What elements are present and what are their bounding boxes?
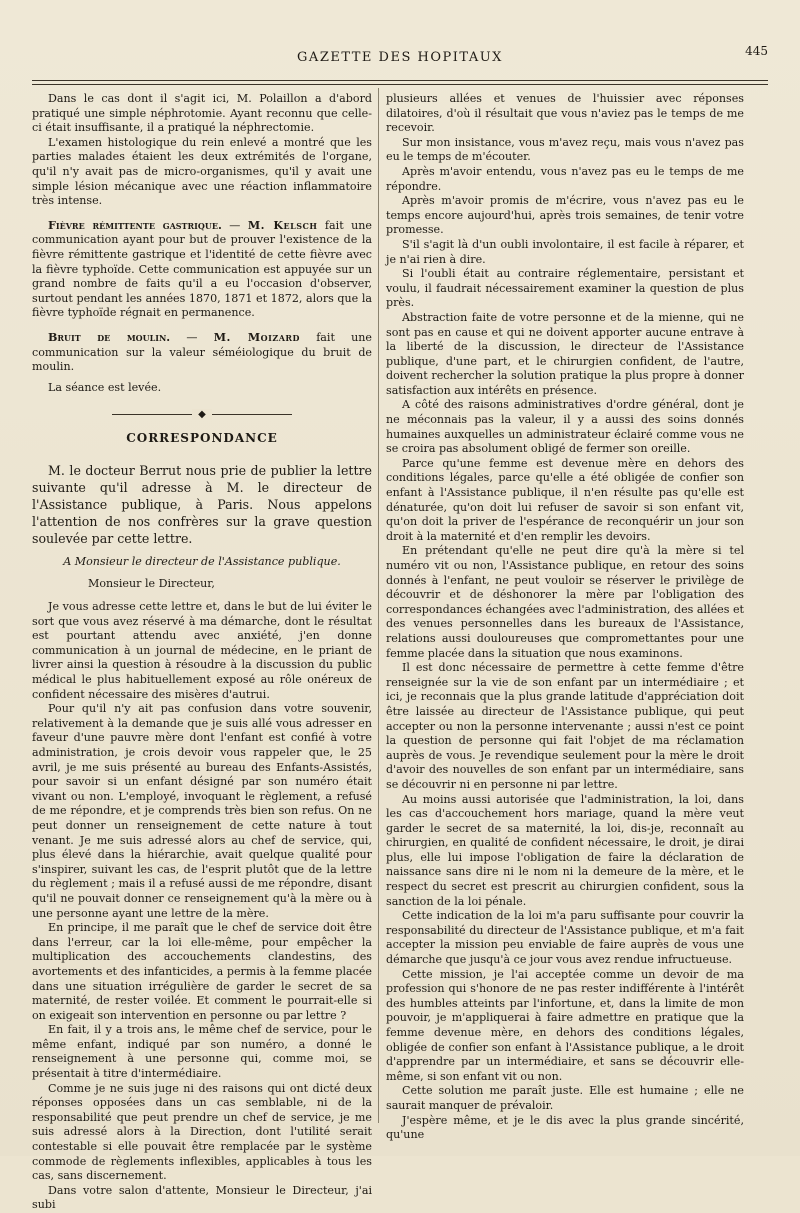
paragraph: Je vous adresse cette lettre et, dans le but de lui éviter le sort que vous avez réservé à ma démarche, dont le résultat est pourtant attendu avec anxiété, j'en donne communication à un journal de médecine, en le priant de livrer ainsi la question à résoudre à la discussion du public médical le plus habituellement exposé au rôle onéreux de confident nécessaire des misères d'autrui. bbox=[32, 600, 372, 701]
section-ornament bbox=[32, 407, 372, 421]
lead-paragraph: M. le docteur Berrut nous prie de publier la lettre suivante qu'il adresse à M. le directeur de l'Assistance publique, à Paris. Nous appelons l'attention de nos confrères sur la grave question soulevée par cette lettre. bbox=[32, 462, 372, 546]
paragraph: En principe, il me paraît que le chef de service doit être dans l'erreur, car la loi elle-même, pour empêcher la multiplication des accouchements clandestins, des avortements et des infanticides, a permis à la femme placée dans une situation irrégulière de garder le secret de sa maternité, de rester voilée. Et comment le pourrait-elle si on exigeait son intervention en personne ou par lettre ? bbox=[32, 921, 372, 1022]
paragraph: plusieurs allées et venues de l'huissier avec réponses dilatoires, d'où il résultait que vous n'aviez pas le temps de me recevoir. bbox=[386, 92, 744, 135]
paragraph: Après m'avoir entendu, vous n'avez pas eu le temps de me répondre. bbox=[386, 164, 744, 193]
paragraph: Comme je ne suis juge ni des raisons qui ont dicté deux réponses opposées dans un cas semblable, ni de la responsabilité que peut prendre un chef de service, je me suis adressé alors à la Direction, dont l'utilité serait contestable si elle pouvait être remplacée par le système commode de règlements inflexibles, applicables à tous les cas, sans discernement. bbox=[32, 1081, 372, 1183]
letter-dedication: A Monsieur le directeur de l'Assistance publique. bbox=[63, 554, 341, 568]
report-bruit-de-moulin: Bruit de moulin. — M. Moizard fait une communication sur la valeur séméiologique du bruit de moulin. bbox=[32, 330, 372, 374]
paragraph: Dans votre salon d'attente, Monsieur le Directeur, j'ai subi bbox=[32, 1183, 372, 1212]
page-number: 445 bbox=[745, 44, 768, 58]
page-header bbox=[30, 40, 770, 74]
paragraph: L'examen histologique du rein enlevé a montré que les parties malades étaient les deux extrémités de l'organe, qu'il n'y avait pas de micro-organismes, qu'il y avait une simple lésion mécanique avec une réaction inflammatoire très intense. bbox=[32, 135, 372, 208]
paragraph: Au moins aussi autorisée que l'administration, la loi, dans les cas d'accouchement hors mariage, quand la mère veut garder le secret de sa maternité, la loi, dis-je, reconnaît au chirurgien, en qualité de confident nécessaire, le droit, je dirai plus, elle lui impose l'obligation de faire la déclaration de naissance sans dire ni le nom ni la demeure de la mère, et le respect du secret est prescrit au chirurgien confident, sous la sanction de la loi pénale. bbox=[386, 792, 744, 908]
column-divider bbox=[378, 88, 379, 1123]
paragraph: Cette indication de la loi m'a paru suffisante pour couvrir la responsabilité du directeur de l'Assistance publique, et m'a fait accepter la mission peu enviable de faire auprès de vous une démarche que jusqu'à ce jour vous avez rendue infructueuse. bbox=[386, 909, 744, 967]
section-title: CORRESPONDANCE bbox=[126, 431, 278, 446]
paragraph: Si l'oubli était au contraire réglementaire, persistant et voulu, il faudrait nécessairement examiner la question de plus près. bbox=[386, 267, 744, 310]
author-name: M. Moizard bbox=[213, 330, 300, 344]
section-runin-heading: Bruit de moulin. bbox=[48, 330, 171, 344]
right-column bbox=[386, 92, 744, 1143]
author-name: M. Kelsch bbox=[247, 218, 318, 232]
paragraph: Il est donc nécessaire de permettre à cette femme d'être renseignée sur la vie de son enfant par un intermédiaire ; et ici, je reconnais que la plus grande latitude d'appréciation doit être laissée au directeur de l'Assistance publique, qui peut accepter ou non la personne intervenante ; aussi n'est ce point la question de personne qui fait l'objet de ma réclamation auprès de vous. Je revendique seulement pour la mère le droit d'avoir des nouvelles de son enfant par un intermédiaire, sans se découvrir ni en personne ni par lettre. bbox=[386, 661, 744, 791]
paragraph: Cette mission, je l'ai acceptée comme un devoir de ma profession qui s'honore de ne pas rester indifférente à l'intérêt des humbles atteints par l'infortune, et, dans la limite de mon pouvoir, je m'appliquerai à faire admettre en pratique que la femme devenue mère, en dehors des conditions légales, obligée de confier son enfant à l'Assistance publique, a le droit d'apprendre par un intermédiaire, et sans se découvrir elle-même, si son enfant vit ou non. bbox=[386, 967, 744, 1083]
paragraph: Cette solution me paraît juste. Elle est humaine ; elle ne saurait manquer de prévaloir. bbox=[386, 1084, 744, 1112]
header-rule-secondary bbox=[32, 84, 768, 85]
header-rule bbox=[32, 80, 768, 81]
paragraph: Après m'avoir promis de m'écrire, vous n'avez pas eu le temps encore aujourd'hui, après trois semaines, de tenir votre promesse. bbox=[386, 194, 744, 237]
diamond-ornament-icon: ◆ bbox=[192, 409, 212, 420]
paragraph: En prétendant qu'elle ne peut dire qu'à la mère si tel numéro vit ou non, l'Assistance publique, en retour des soins donnés à l'enfant, ne peut vouloir se réserver le privilège de découvrir et de déshonorer la mère par l'obligation des correspondances échangées avec l'administration, des allées et des venues personnelles dans les bureaux de l'Assistance, relations aussi douloureuses que compromettantes pour une femme placée dans la situation que nous examinons. bbox=[386, 544, 744, 660]
left-column bbox=[32, 92, 372, 1213]
paragraph: S'il s'agit là d'un oubli involontaire, il est facile à réparer, et je n'ai rien à dire. bbox=[386, 237, 744, 266]
letter-salutation: Monsieur le Directeur, bbox=[88, 577, 215, 591]
section-runin-heading: Fièvre rémittente gastrique. bbox=[48, 218, 222, 232]
paragraph: Dans le cas dont il s'agit ici, M. Polaillon a d'abord pratiqué une simple néphrotomie. Ayant reconnu que celle-ci était insuffisante, il a pratiqué la néphrectomie. bbox=[32, 92, 372, 135]
paragraph: Sur mon insistance, vous m'avez reçu, mais vous n'avez pas eu le temps de m'écouter. bbox=[386, 135, 744, 164]
paragraph: En fait, il y a trois ans, le même chef de service, pour le même enfant, indiqué par son numéro, a donné le renseignement à une personne qui, comme moi, se présentait à titre d'intermédiaire. bbox=[32, 1023, 372, 1081]
paragraph: J'espère même, et je le dis avec la plus grande sincérité, qu'une bbox=[386, 1113, 744, 1142]
journal-title: GAZETTE DES HOPITAUX bbox=[297, 50, 503, 65]
paragraph: Parce qu'une femme est devenue mère en dehors des conditions légales, parce qu'elle a été obligée de confier son enfant à l'Assistance publique, il n'en résulte pas qu'elle est dénaturée, qu'on doit lui refuser de savoir si son enfant vit, qu'on doit la priver de l'espérance de reconquérir un jour son droit à la maternité et d'en remplir les devoirs. bbox=[386, 456, 744, 543]
session-closed: La séance est levée. bbox=[48, 380, 162, 394]
paragraph: Abstraction faite de votre personne et de la mienne, qui ne sont pas en cause et qui ne doivent apporter aucune entrave à la liberté de la discussion, le directeur de l'Assistance publique, d'une part, et le chirurgien confident, de l'autre, doivent rechercher la solution pratique la plus propre à donner satisfaction aux intérêts en présence. bbox=[386, 310, 744, 397]
report-fievre-remittente: Fièvre rémittente gastrique. — M. Kelsch fait une communication ayant pour but de prouver l'existence de la fièvre rémittente gastrique et l'identité de cette fièvre avec la fièvre typhoïde. Cette communication est appuyée sur un grand nombre de faits qu'il a eu l'occasion d'observer, surtout pendant les années 1870, 1871 et 1872, alors que la fièvre typhoïde régnait en permanence. bbox=[32, 218, 372, 320]
paragraph: Pour qu'il n'y ait pas confusion dans votre souvenir, relativement à la demande que je suis allé vous adresser en faveur d'une pauvre mère dont l'enfant est confié à votre administration, je crois devoir vous rappeler que, le 25 avril, je me suis présenté au bureau des Enfants-Assistés, pour savoir si un enfant désigné par son numéro était vivant ou non. L'employé, invoquant le règlement, a refusé de me répondre, et je comprends très bien son refus. On ne peut donner un renseignement de cette nature à tout venant. Je me suis adressé alors au chef de service, qui, plus élevé dans la hiérarchie, avait quelque qualité pour s'inspirer, suivant les cas, de l'esprit plutôt que de la lettre du règlement ; mais il a refusé aussi de me répondre, disant qu'il ne pouvait donner ce renseignement qu'à la mère ou à une personne ayant une lettre de la mère. bbox=[32, 702, 372, 920]
paragraph: A côté des raisons administratives d'ordre général, dont je ne méconnais pas la valeur, il y a aussi des soins donnés humaines auxquelles un administrateur éclairé comme vous ne se croira pas absolument obligé de fermer son oreille. bbox=[386, 398, 744, 456]
